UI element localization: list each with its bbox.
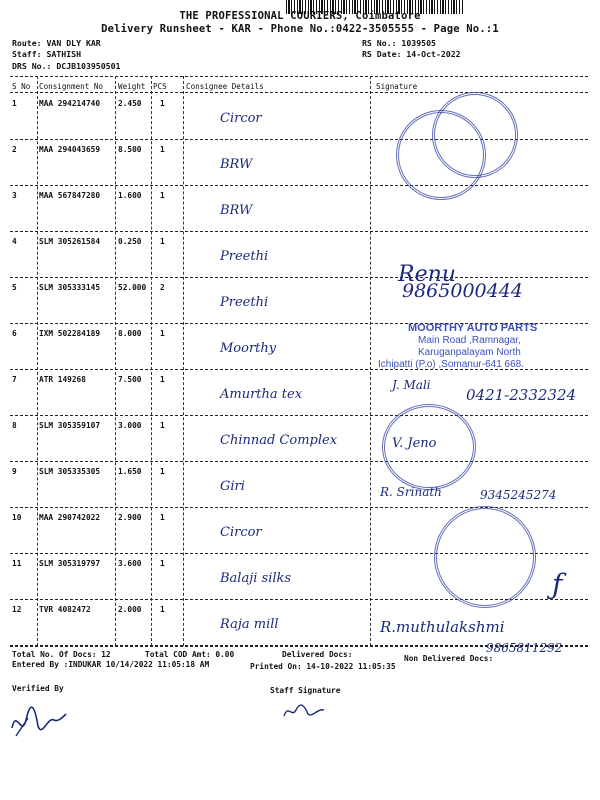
table-top-rule <box>10 76 588 77</box>
row-sno: 11 <box>12 559 22 568</box>
verified-by-label: Verified By <box>12 684 64 693</box>
row-consignee: Circor <box>220 525 262 540</box>
stamp-line: Karuganpalayam North <box>418 347 521 358</box>
row-pcs: 1 <box>160 329 165 338</box>
row-consignee: Chinnad Complex <box>220 433 338 448</box>
row-weight: 0.250 <box>118 237 142 246</box>
runsheet-subtitle: Delivery Runsheet - KAR - Phone No.:0422-3505555 - Page No.:1 <box>101 23 499 35</box>
col-sno: S No <box>12 82 31 91</box>
row-consignee: Raja mill <box>220 617 279 632</box>
header-rule <box>10 92 588 93</box>
row-sno: 7 <box>12 375 17 384</box>
route-label: Route: VAN DLY KAR <box>12 38 101 48</box>
row-consignment: MAA 294214740 <box>39 99 101 108</box>
non-delivered-docs: Non Delivered Docs: <box>404 654 494 663</box>
row-pcs: 1 <box>160 99 165 108</box>
row-weight: 3.600 <box>118 559 142 568</box>
row-consignment: SLM 305335305 <box>39 467 101 476</box>
footer-rule <box>10 646 588 647</box>
signature-mark: ƒ <box>552 568 563 601</box>
row-pcs: 1 <box>160 237 165 246</box>
signer-name: J. Mali <box>392 378 431 392</box>
row-weight: 8.500 <box>118 145 142 154</box>
row-consignment: TVR 4082472 <box>39 605 91 614</box>
row-sno: 12 <box>12 605 22 614</box>
drs-number: DRS No.: DCJB103950501 <box>12 61 121 71</box>
row-consignee: Preethi <box>220 295 269 310</box>
signature-mark: Renu <box>398 262 456 287</box>
company-title: THE PROFESSIONAL COURIERS, Coimbatore <box>179 10 421 22</box>
row-sno: 5 <box>12 283 17 292</box>
rs-number: RS No.: 1039505 <box>362 38 436 48</box>
row-consignment: SLM 305261584 <box>39 237 101 246</box>
row-pcs: 1 <box>160 559 165 568</box>
row-consignment: MAA 294043659 <box>39 145 101 154</box>
total-cod: Total COD Amt: 0.00 <box>145 650 235 659</box>
row-weight: 1.650 <box>118 467 142 476</box>
row-consignment: SLM 305333145 <box>39 283 101 292</box>
col-consignment: Consignment No <box>39 82 104 91</box>
row-consignment: ATR 149268 <box>39 375 86 384</box>
row-pcs: 1 <box>160 145 165 154</box>
row-weight: 2.450 <box>118 99 142 108</box>
row-sno: 2 <box>12 145 17 154</box>
row-pcs: 1 <box>160 467 165 476</box>
row-pcs: 1 <box>160 605 165 614</box>
row-pcs: 1 <box>160 191 165 200</box>
company-seal <box>434 506 536 608</box>
row-consignee: BRW <box>220 157 253 172</box>
row-pcs: 1 <box>160 513 165 522</box>
col-divider <box>370 76 371 646</box>
row-consignee: Amurtha tex <box>220 387 303 402</box>
staff-label: Staff: SATHISH <box>12 49 82 59</box>
row-sno: 9 <box>12 467 17 476</box>
phone-row5: 9865000444 <box>402 280 523 302</box>
row-consignment: SLM 305359107 <box>39 421 101 430</box>
phone-row12: 9865811292 <box>486 641 563 655</box>
col-divider <box>183 76 184 646</box>
col-signature: Signature <box>376 82 418 91</box>
signer-name: R.muthulakshmi <box>380 618 505 636</box>
row-weight: 2.900 <box>118 513 142 522</box>
row-weight: 2.000 <box>118 605 142 614</box>
verifier-signature <box>8 698 68 744</box>
stamp-line: Ichipatti (P.o) ,Somanur-641 668. <box>378 359 525 370</box>
row-sno: 8 <box>12 421 17 430</box>
row-consignee: Moorthy <box>220 341 277 356</box>
row-consignment: SLM 305319797 <box>39 559 101 568</box>
stamp-name: MOORTHY AUTO PARTS <box>408 322 538 334</box>
row-consignee: Preethi <box>220 249 269 264</box>
row-consignee: BRW <box>220 203 253 218</box>
col-divider <box>151 76 152 646</box>
row-weight: 7.500 <box>118 375 142 384</box>
col-divider <box>37 76 38 646</box>
phone-row7: 0421-2332324 <box>466 386 577 404</box>
row-sno: 1 <box>12 99 17 108</box>
row-sno: 10 <box>12 513 22 522</box>
stamp-line: Main Road ,Ramnagar, <box>418 335 521 346</box>
row-pcs: 1 <box>160 421 165 430</box>
row-consignment: MAA 290742022 <box>39 513 101 522</box>
row-divider <box>10 231 588 232</box>
entered-by: Entered By :INDUKAR 10/14/2022 11:05:18 AM <box>12 660 210 669</box>
row-divider <box>10 461 588 462</box>
row-sno: 6 <box>12 329 17 338</box>
row-divider <box>10 277 588 278</box>
row-pcs: 1 <box>160 375 165 384</box>
col-weight: Weight <box>118 82 146 91</box>
row-divider <box>10 415 588 416</box>
row-weight: 3.000 <box>118 421 142 430</box>
row-weight: 8.000 <box>118 329 142 338</box>
staff-signature-label: Staff Signature <box>270 686 341 695</box>
rs-date: RS Date: 14-Oct-2022 <box>362 49 461 59</box>
col-consignee: Consignee Details <box>186 82 264 91</box>
row-pcs: 2 <box>160 283 165 292</box>
col-pcs: PCS <box>153 82 167 91</box>
row-consignee: Circor <box>220 111 262 126</box>
row-consignment: MAA 567847280 <box>39 191 101 200</box>
phone-row9: 9345245274 <box>480 488 557 502</box>
row-sno: 4 <box>12 237 17 246</box>
total-docs: Total No. Of Docs: 12 <box>12 650 111 659</box>
company-seal <box>432 92 518 178</box>
col-divider <box>115 76 116 646</box>
row-consignment: IXM 502284189 <box>39 329 101 338</box>
staff-signature <box>282 700 326 722</box>
signer-name: R. Srinath <box>380 485 442 499</box>
signer-name: V. Jeno <box>392 436 437 451</box>
row-weight: 52.000 <box>118 283 147 292</box>
row-divider <box>10 185 588 186</box>
row-consignee: Balaji silks <box>220 571 292 586</box>
printed-on: Printed On: 14-10-2022 11:05:35 <box>250 662 396 671</box>
delivered-docs: Delivered Docs: <box>282 650 353 659</box>
row-sno: 3 <box>12 191 17 200</box>
row-weight: 1.600 <box>118 191 142 200</box>
row-consignee: Giri <box>220 479 245 494</box>
